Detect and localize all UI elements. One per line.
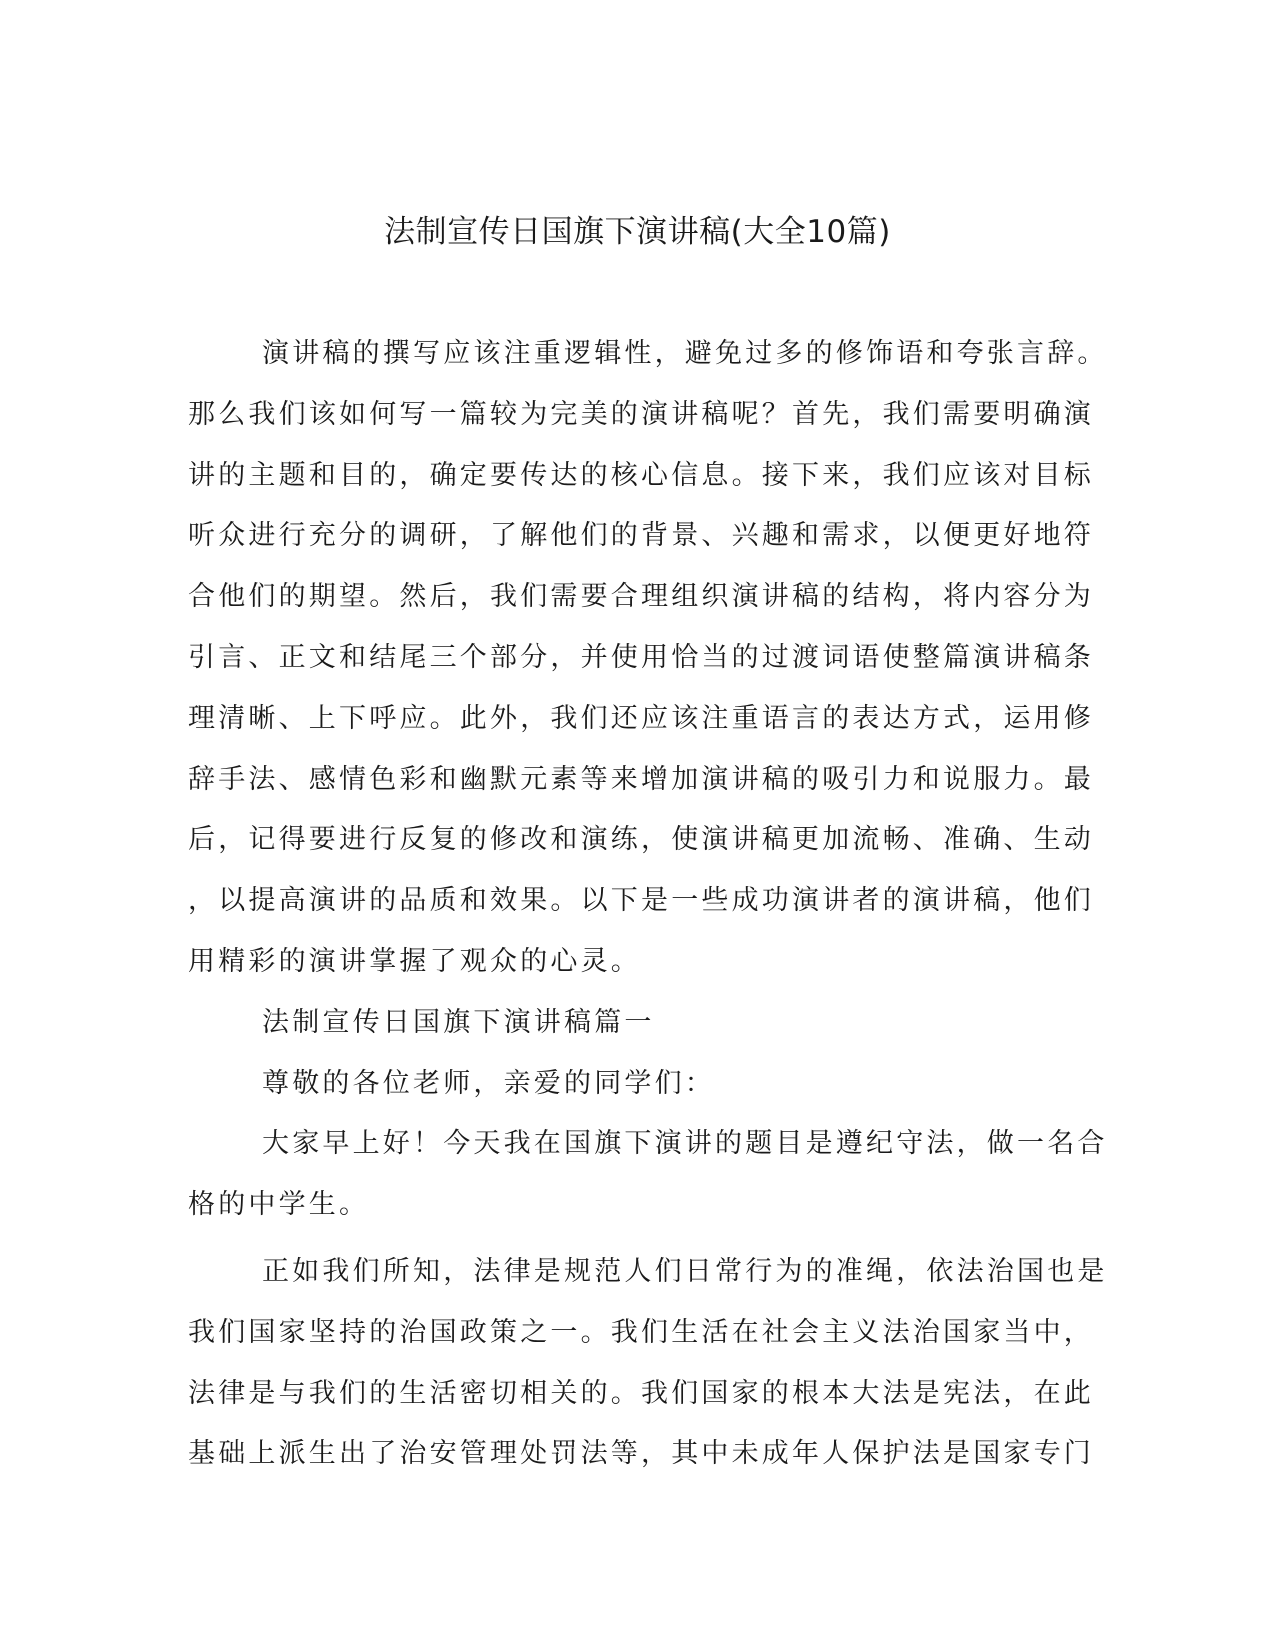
salutation: 尊敬的各位老师，亲爱的同学们： [262,1067,715,1099]
paragraph-line: 听众进行充分的调研，了解他们的背景、兴趣和需求，以便更好地符 [188,520,1094,552]
paragraph-line: 我们国家坚持的治国政策之一。我们生活在社会主义法治国家当中， [188,1316,1094,1348]
paragraph-line: 合他们的期望。然后，我们需要合理组织演讲稿的结构，将内容分为 [188,581,1094,613]
paragraph-line: 理清晰、上下呼应。此外，我们还应该注重语言的表达方式，运用修 [188,702,1094,734]
paragraph-line: 法律是与我们的生活密切相关的。我们国家的根本大法是宪法，在此 [188,1377,1094,1409]
paragraph-line: 格的中学生。 [188,1189,370,1221]
paragraph-line: 后，记得要进行反复的修改和演练，使演讲稿更加流畅、准确、生动 [188,824,1094,856]
paragraph-line: 大家早上好！今天我在国旗下演讲的题目是遵纪守法，做一名合 [262,1128,1108,1160]
document-body [188,324,1108,1485]
paragraph-line: 讲的主题和目的，确定要传达的核心信息。接下来，我们应该对目标 [188,459,1094,491]
section-heading: 法制宣传日国旗下演讲稿篇一 [262,1006,655,1038]
paragraph-line: 引言、正文和结尾三个部分，并使用恰当的过渡词语使整篇演讲稿条 [188,641,1094,673]
paragraph-line: 演讲稿的撰写应该注重逻辑性，避免过多的修饰语和夸张言辞。 [262,338,1108,369]
paragraph-line: 辞手法、感情色彩和幽默元素等来增加演讲稿的吸引力和说服力。最 [188,763,1094,795]
paragraph-line: 基础上派生出了治安管理处罚法等，其中未成年人保护法是国家专门 [188,1438,1094,1470]
document-title: 法制宣传日国旗下演讲稿(大全10篇) [384,214,891,250]
paragraph-line: ，以提高演讲的品质和效果。以下是一些成功演讲者的演讲稿，他们 [188,885,1094,917]
paragraph-line: 那么我们该如何写一篇较为完美的演讲稿呢？首先，我们需要明确演 [188,398,1094,430]
paragraph-line: 用精彩的演讲掌握了观众的心灵。 [188,945,641,977]
paragraph-line: 正如我们所知，法律是规范人们日常行为的准绳，依法治国也是 [262,1255,1108,1287]
